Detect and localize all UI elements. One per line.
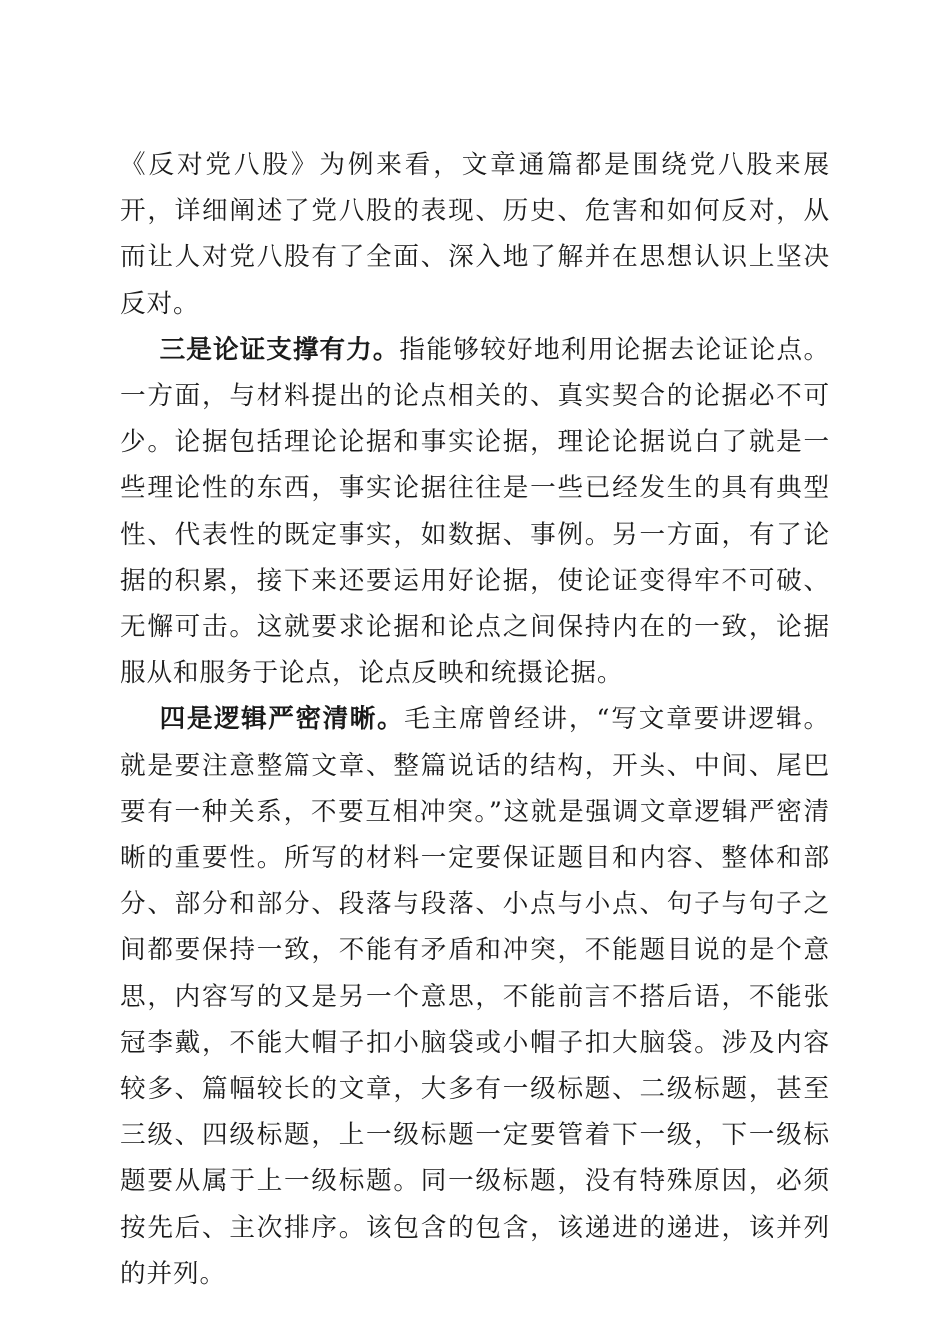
paragraph-heading: 三是论证支撑有力。 (159, 334, 400, 365)
paragraph-body: 《反对党八股》为例来看，文章通篇都是围绕党八股来展开，详细阐述了党八股的表现、历史、危害和如何反对，从而让人对党八股有了全面、深入地了解并在思想认识上坚决反对。 (120, 150, 830, 319)
paragraph-body: 指能够较好地利用论据去论证论点。一方面，与材料提出的论点相关的、真实契合的论据必不可少。论据包括理论论据和事实论据，理论论据说白了就是一些理论性的东西，事实论据往往是一些已经发生的具有典型性、代表性的既定事实，如数据、事例。另一方面，有了论据的积累，接下来还要运用好论据，使论证变得牢不可破、无懈可击。这就要求论据和论点之间保持内在的一致，论据服从和服务于论点，论点反映和统摄论据。 (120, 334, 830, 689)
paragraph-logic-clarity (120, 696, 830, 1297)
paragraph-body: 毛主席曾经讲，“写文章要讲逻辑。就是要注意整篇文章、整篇说话的结构，开头、中间、尾巴要有一种关系，不要互相冲突。”这就是强调文章逻辑严密清晰的重要性。所写的材料一定要保证题目和内容、整体和部分、部分和部分、段落与段落、小点与小点、句子与句子之间都要保持一致，不能有矛盾和冲突，不能题目说的是个意思，内容写的又是另一个意思，不能前言不搭后语，不能张冠李戴，不能大帽子扣小脑袋或小帽子扣大脑袋。涉及内容较多、篇幅较长的文章，大多有一级标题、二级标题，甚至三级、四级标题，上一级标题一定要管着下一级，下一级标题要从属于上一级标题。同一级标题，没有特殊原因，必须按先后、主次排序。该包含的包含，该递进的递进，该并列的并列。 (120, 704, 830, 1289)
document-body (120, 142, 830, 1297)
paragraph-argument-support (120, 327, 830, 697)
paragraph-heading: 四是逻辑严密清晰。 (159, 704, 405, 735)
paragraph-continuation (120, 142, 830, 327)
